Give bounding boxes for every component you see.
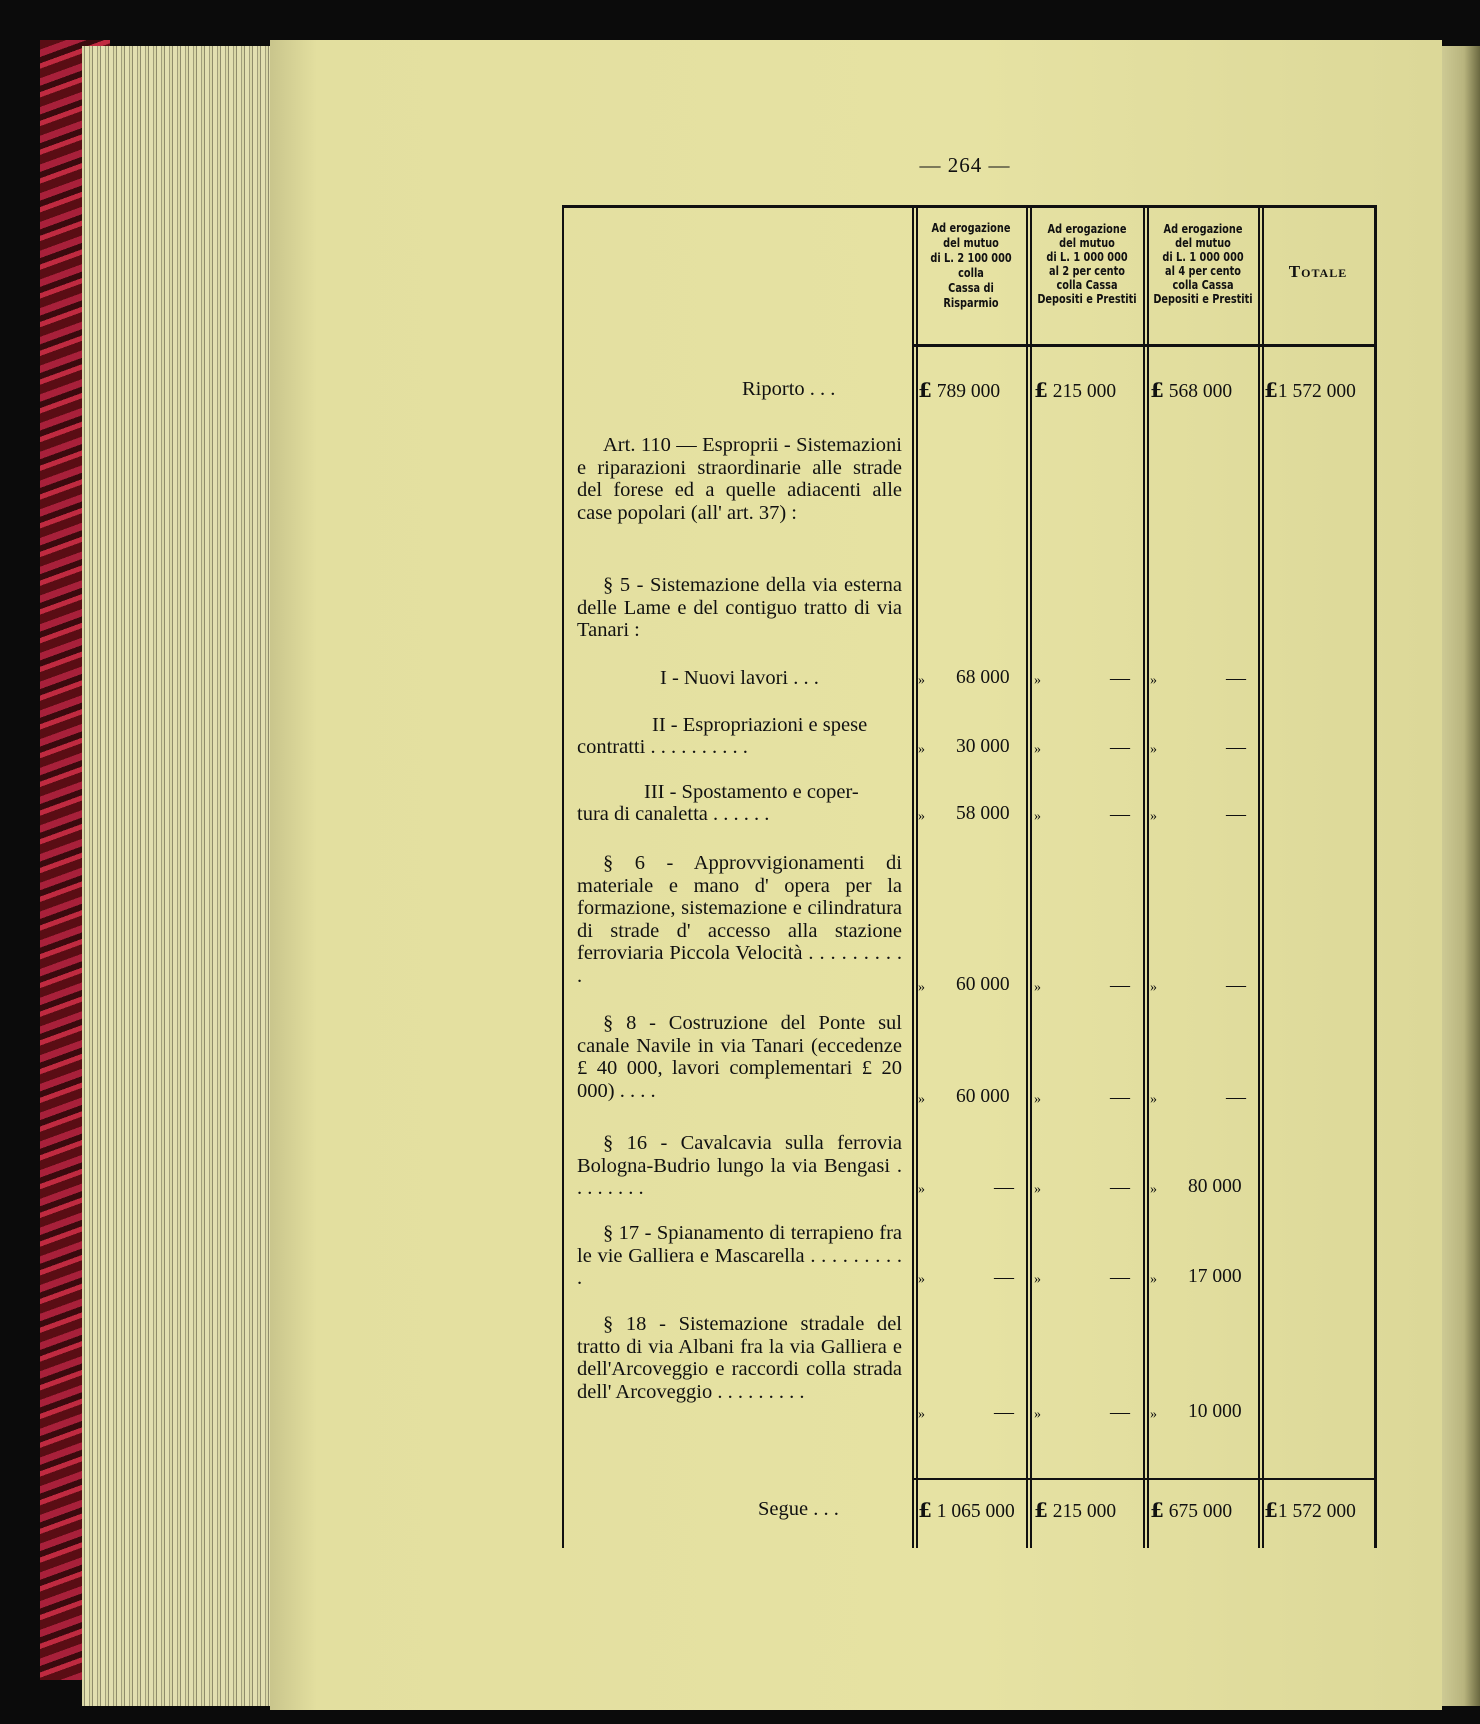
riporto-col3: £ 568 000 xyxy=(1150,378,1233,402)
row-espropriazioni-label-a: II - Espropriazioni e spese xyxy=(652,714,868,736)
row-3-col3-dash: — xyxy=(1226,803,1246,825)
col3-left-rule-a xyxy=(1143,205,1145,1548)
row-1-col3-dash: — xyxy=(1226,667,1246,689)
par-16-col2-dash: — xyxy=(1110,1176,1130,1198)
row-1-col2-ditto: » xyxy=(1034,673,1041,688)
row-1-col1-value: 68 000 xyxy=(956,667,1010,688)
row-2-col1-value: 30 000 xyxy=(956,736,1010,757)
row-canaletta-label-a: III - Spostamento e coper- xyxy=(644,781,859,803)
par-18-col3-value: 10 000 xyxy=(1188,1401,1242,1422)
page-number: — 264 — xyxy=(919,153,1011,177)
row-2-col3-dash: — xyxy=(1226,736,1246,758)
total-left-rule-b xyxy=(1262,205,1264,1548)
text-col-left-rule xyxy=(562,205,564,1548)
par-8-col2-ditto: » xyxy=(1034,1092,1041,1107)
segue-col3: £ 675 000 xyxy=(1150,1498,1233,1522)
par-6-col1-value: 60 000 xyxy=(956,974,1010,995)
row-canaletta-label-b: tura di canaletta . . . . . . xyxy=(577,803,770,825)
par-17-col3-ditto: » xyxy=(1150,1272,1157,1287)
col3-left-rule-b xyxy=(1147,205,1149,1548)
par-17-col1-ditto: » xyxy=(918,1272,925,1287)
par-16-col2-ditto: » xyxy=(1034,1182,1041,1197)
total-left-rule-a xyxy=(1258,205,1260,1548)
par-8-col1-ditto: » xyxy=(918,1092,925,1107)
column-header-cassa-risparmio: Ad erogazione del mutuo di L. 2 100 000 colla Cassa di Risparmio xyxy=(930,220,1012,310)
segue-total: £1 572 000 xyxy=(1264,1498,1356,1522)
row-2-col2-dash: — xyxy=(1110,736,1130,758)
table-right-rule xyxy=(1374,205,1377,1548)
row-3-col2-ditto: » xyxy=(1034,809,1041,824)
par-16-col3-value: 80 000 xyxy=(1188,1176,1242,1197)
riporto-total: £1 572 000 xyxy=(1264,378,1356,402)
art-110-text: Art. 110 — Esproprii - Sistemazioni e riparazioni straordinarie alle strade del forese ed a quelle adiacenti alle case popolari (all' art. 37) : xyxy=(577,434,902,524)
column-header-depositi-2: Ad erogazione del mutuo di L. 1 000 000 al 2 per cento colla Cassa Depositi e Prestiti xyxy=(1037,221,1137,306)
par-6-col1-ditto: » xyxy=(918,980,925,995)
par-17-col2-dash: — xyxy=(1110,1266,1130,1288)
table-top-rule xyxy=(562,205,1376,208)
segue-col1: £ 1 065 000 xyxy=(918,1498,1015,1522)
col1-left-rule-a xyxy=(912,205,914,1548)
par-18-col1-dash: — xyxy=(994,1401,1014,1423)
col2-left-rule-b xyxy=(1030,205,1032,1548)
par-8-col3-dash: — xyxy=(1226,1086,1246,1108)
par-17-text: § 17 - Spianamento di terrapieno fra le vie Galliera e Mascarella . . . . . . . . . . xyxy=(577,1222,902,1289)
par-16-col1-dash: — xyxy=(994,1176,1014,1198)
par-18-text: § 18 - Sistemazione stradale del tratto di via Albani fra la via Galliera e dell'Arcoveggio e raccordi colla strada dell' Arcoveggio . . . . . . . . . xyxy=(577,1313,902,1403)
par-18-col1-ditto: » xyxy=(918,1407,925,1422)
par-6-col3-ditto: » xyxy=(1150,980,1157,995)
par-17-col1-dash: — xyxy=(994,1266,1014,1288)
par-18-col2-ditto: » xyxy=(1034,1407,1041,1422)
row-1-col2-dash: — xyxy=(1110,667,1130,689)
par-8-col1-value: 60 000 xyxy=(956,1086,1010,1107)
row-3-col1-value: 58 000 xyxy=(956,803,1010,824)
facing-page-edge xyxy=(1440,46,1480,1706)
riporto-col1: £ 789 000 xyxy=(918,378,1001,402)
segue-label: Segue . . . xyxy=(758,1498,839,1520)
par-6-col2-ditto: » xyxy=(1034,980,1041,995)
par-17-col2-ditto: » xyxy=(1034,1272,1041,1287)
row-2-col2-ditto: » xyxy=(1034,742,1041,757)
par-16-text: § 16 - Cavalcavia sulla ferrovia Bologna-Budrio lungo la via Bengasi . . . . . . . . xyxy=(577,1132,902,1199)
par-6-text: § 6 - Approvvigionamenti di materiale e mano d' opera per la formazione, sistemazione e cilindratura di strade d' accesso alla stazione ferroviaria Piccola Velocità . . . . . . . . . . xyxy=(577,852,902,987)
col1-left-rule-b xyxy=(916,205,918,1548)
par-8-col2-dash: — xyxy=(1110,1086,1130,1108)
riporto-col2: £ 215 000 xyxy=(1034,378,1117,402)
par-16-col1-ditto: » xyxy=(918,1182,925,1197)
row-2-col1-ditto: » xyxy=(918,742,925,757)
par-5-text: § 5 - Sistemazione della via esterna delle Lame e del contiguo tratto di via Tanari : xyxy=(577,574,902,641)
row-espropriazioni-label-b: contratti . . . . . . . . . . xyxy=(577,736,748,758)
row-2-col3-ditto: » xyxy=(1150,742,1157,757)
row-1-col1-ditto: » xyxy=(918,673,925,688)
par-16-col3-ditto: » xyxy=(1150,1182,1157,1197)
column-header-totale: Totale xyxy=(1288,262,1348,281)
par-17-col3-value: 17 000 xyxy=(1188,1266,1242,1287)
par-8-text: § 8 - Costruzione del Ponte sul canale Navile in via Tanari (eccedenze £ 40 000, lavori complementari £ 20 000) . . . . xyxy=(577,1012,902,1102)
par-18-col3-ditto: » xyxy=(1150,1407,1157,1422)
column-header-depositi-4: Ad erogazione del mutuo di L. 1 000 000 al 4 per cento colla Cassa Depositi e Prestiti xyxy=(1153,221,1253,306)
row-nuovi-lavori-label: I - Nuovi lavori . . . xyxy=(660,667,819,689)
par-18-col2-dash: — xyxy=(1110,1401,1130,1423)
segue-col2: £ 215 000 xyxy=(1034,1498,1117,1522)
row-3-col2-dash: — xyxy=(1110,803,1130,825)
col2-left-rule-a xyxy=(1026,205,1028,1548)
par-6-col2-dash: — xyxy=(1110,974,1130,996)
row-3-col3-ditto: » xyxy=(1150,809,1157,824)
row-1-col3-ditto: » xyxy=(1150,673,1157,688)
row-3-col1-ditto: » xyxy=(918,809,925,824)
par-6-col3-dash: — xyxy=(1226,974,1246,996)
riporto-label: Riporto . . . xyxy=(742,378,836,400)
par-8-col3-ditto: » xyxy=(1150,1092,1157,1107)
page-stack-edge xyxy=(82,46,282,1706)
